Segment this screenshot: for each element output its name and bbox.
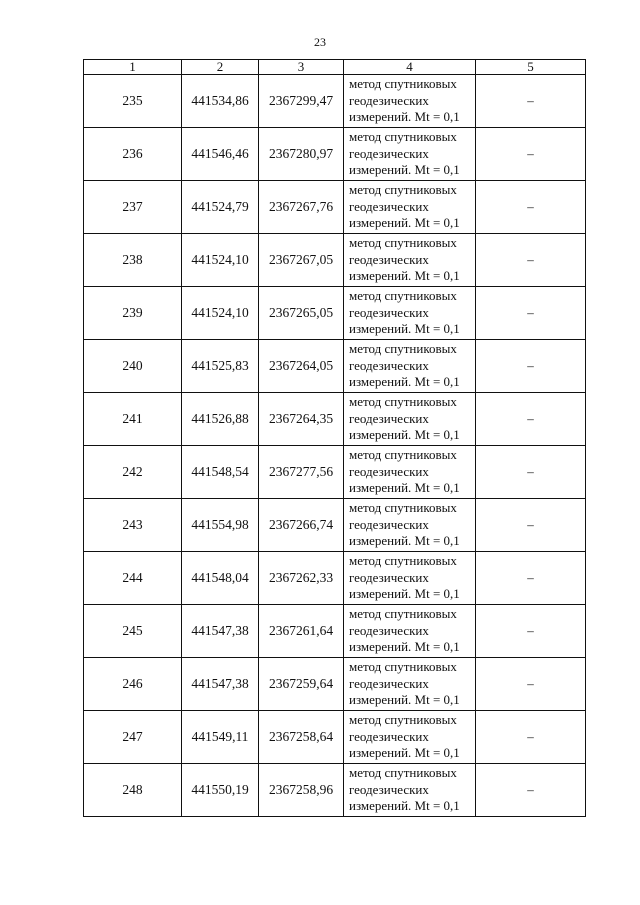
method-cell — [344, 552, 476, 605]
x-coordinate-cell: 441524,79 — [182, 181, 259, 234]
method-line: геодезических — [349, 675, 429, 691]
point-number-cell: 245 — [84, 605, 182, 658]
method-line: метод спутниковых — [349, 288, 457, 304]
x-coordinate-cell: 441547,38 — [182, 605, 259, 658]
method-line: измерений. Mt = 0,1 — [349, 374, 460, 390]
x-coordinate-cell: 441548,04 — [182, 552, 259, 605]
table-row — [84, 393, 586, 446]
method-cell — [344, 340, 476, 393]
method-cell — [344, 234, 476, 287]
method-line: метод спутниковых — [349, 553, 457, 569]
point-number-cell: 238 — [84, 234, 182, 287]
y-coordinate-cell: 2367267,05 — [259, 234, 344, 287]
method-line: измерений. Mt = 0,1 — [349, 480, 460, 496]
method-line: геодезических — [349, 251, 429, 267]
x-coordinate-cell: 441549,11 — [182, 711, 259, 764]
y-coordinate-cell: 2367258,64 — [259, 711, 344, 764]
method-line: метод спутниковых — [349, 341, 457, 357]
column-header-5: 5 — [476, 60, 586, 75]
method-line: измерений. Mt = 0,1 — [349, 321, 460, 337]
y-coordinate-cell: 2367259,64 — [259, 658, 344, 711]
x-coordinate-cell: 441548,54 — [182, 446, 259, 499]
note-cell: – — [476, 499, 586, 552]
method-line: измерений. Mt = 0,1 — [349, 586, 460, 602]
method-cell — [344, 764, 476, 817]
x-coordinate-cell: 441534,86 — [182, 75, 259, 128]
method-line: метод спутниковых — [349, 235, 457, 251]
point-number-cell: 239 — [84, 287, 182, 340]
point-number-cell: 236 — [84, 128, 182, 181]
x-coordinate-cell: 441546,46 — [182, 128, 259, 181]
method-line: измерений. Mt = 0,1 — [349, 109, 460, 125]
method-cell — [344, 181, 476, 234]
method-line: измерений. Mt = 0,1 — [349, 162, 460, 178]
y-coordinate-cell: 2367266,74 — [259, 499, 344, 552]
x-coordinate-cell: 441524,10 — [182, 287, 259, 340]
method-cell — [344, 499, 476, 552]
x-coordinate-cell: 441526,88 — [182, 393, 259, 446]
y-coordinate-cell: 2367258,96 — [259, 764, 344, 817]
method-line: геодезических — [349, 145, 429, 161]
method-line: измерений. Mt = 0,1 — [349, 268, 460, 284]
note-cell: – — [476, 446, 586, 499]
y-coordinate-cell: 2367264,05 — [259, 340, 344, 393]
method-line: метод спутниковых — [349, 76, 457, 92]
method-cell — [344, 711, 476, 764]
method-line: геодезических — [349, 410, 429, 426]
method-line: метод спутниковых — [349, 659, 457, 675]
point-number-cell: 235 — [84, 75, 182, 128]
x-coordinate-cell: 441550,19 — [182, 764, 259, 817]
table-row — [84, 181, 586, 234]
table-row — [84, 287, 586, 340]
method-line: измерений. Mt = 0,1 — [349, 427, 460, 443]
method-line: измерений. Mt = 0,1 — [349, 533, 460, 549]
method-line: геодезических — [349, 569, 429, 585]
method-line: геодезических — [349, 357, 429, 373]
method-line: метод спутниковых — [349, 394, 457, 410]
method-line: геодезических — [349, 92, 429, 108]
point-number-cell: 243 — [84, 499, 182, 552]
point-number-cell: 244 — [84, 552, 182, 605]
column-header-4: 4 — [344, 60, 476, 75]
method-line: геодезических — [349, 516, 429, 532]
table-row — [84, 446, 586, 499]
note-cell: – — [476, 75, 586, 128]
y-coordinate-cell: 2367265,05 — [259, 287, 344, 340]
coordinates-table — [83, 59, 586, 817]
method-line: геодезических — [349, 198, 429, 214]
note-cell: – — [476, 181, 586, 234]
column-header-1: 1 — [84, 60, 182, 75]
y-coordinate-cell: 2367264,35 — [259, 393, 344, 446]
note-cell: – — [476, 711, 586, 764]
point-number-cell: 247 — [84, 711, 182, 764]
x-coordinate-cell: 441554,98 — [182, 499, 259, 552]
note-cell: – — [476, 234, 586, 287]
note-cell: – — [476, 552, 586, 605]
method-line: геодезических — [349, 781, 429, 797]
point-number-cell: 237 — [84, 181, 182, 234]
table-row — [84, 234, 586, 287]
method-line: метод спутниковых — [349, 500, 457, 516]
point-number-cell: 242 — [84, 446, 182, 499]
y-coordinate-cell: 2367280,97 — [259, 128, 344, 181]
y-coordinate-cell: 2367299,47 — [259, 75, 344, 128]
note-cell: – — [476, 393, 586, 446]
method-cell — [344, 393, 476, 446]
method-line: измерений. Mt = 0,1 — [349, 692, 460, 708]
table-row — [84, 658, 586, 711]
table-row — [84, 605, 586, 658]
note-cell: – — [476, 658, 586, 711]
note-cell: – — [476, 287, 586, 340]
method-line: метод спутниковых — [349, 182, 457, 198]
y-coordinate-cell: 2367277,56 — [259, 446, 344, 499]
method-line: метод спутниковых — [349, 606, 457, 622]
table-header-row — [84, 60, 586, 75]
method-cell — [344, 605, 476, 658]
x-coordinate-cell: 441525,83 — [182, 340, 259, 393]
method-line: геодезических — [349, 622, 429, 638]
method-line: измерений. Mt = 0,1 — [349, 639, 460, 655]
table-body — [84, 75, 586, 817]
method-cell — [344, 75, 476, 128]
method-line: метод спутниковых — [349, 765, 457, 781]
note-cell: – — [476, 340, 586, 393]
table-row — [84, 128, 586, 181]
method-line: измерений. Mt = 0,1 — [349, 798, 460, 814]
y-coordinate-cell: 2367267,76 — [259, 181, 344, 234]
note-cell: – — [476, 764, 586, 817]
x-coordinate-cell: 441547,38 — [182, 658, 259, 711]
table-row — [84, 75, 586, 128]
method-cell — [344, 446, 476, 499]
column-header-3: 3 — [259, 60, 344, 75]
method-line: геодезических — [349, 728, 429, 744]
table-row — [84, 340, 586, 393]
column-header-2: 2 — [182, 60, 259, 75]
y-coordinate-cell: 2367261,64 — [259, 605, 344, 658]
table-row — [84, 499, 586, 552]
method-line: измерений. Mt = 0,1 — [349, 745, 460, 761]
page-number: 23 — [314, 35, 326, 49]
note-cell: – — [476, 128, 586, 181]
method-cell — [344, 128, 476, 181]
x-coordinate-cell: 441524,10 — [182, 234, 259, 287]
point-number-cell: 241 — [84, 393, 182, 446]
table-row — [84, 711, 586, 764]
note-cell: – — [476, 605, 586, 658]
method-line: метод спутниковых — [349, 129, 457, 145]
method-line: измерений. Mt = 0,1 — [349, 215, 460, 231]
method-line: геодезических — [349, 463, 429, 479]
method-line: метод спутниковых — [349, 712, 457, 728]
point-number-cell: 248 — [84, 764, 182, 817]
y-coordinate-cell: 2367262,33 — [259, 552, 344, 605]
method-cell — [344, 658, 476, 711]
method-cell — [344, 287, 476, 340]
method-line: геодезических — [349, 304, 429, 320]
table-row — [84, 764, 586, 817]
point-number-cell: 246 — [84, 658, 182, 711]
table-row — [84, 552, 586, 605]
point-number-cell: 240 — [84, 340, 182, 393]
method-line: метод спутниковых — [349, 447, 457, 463]
